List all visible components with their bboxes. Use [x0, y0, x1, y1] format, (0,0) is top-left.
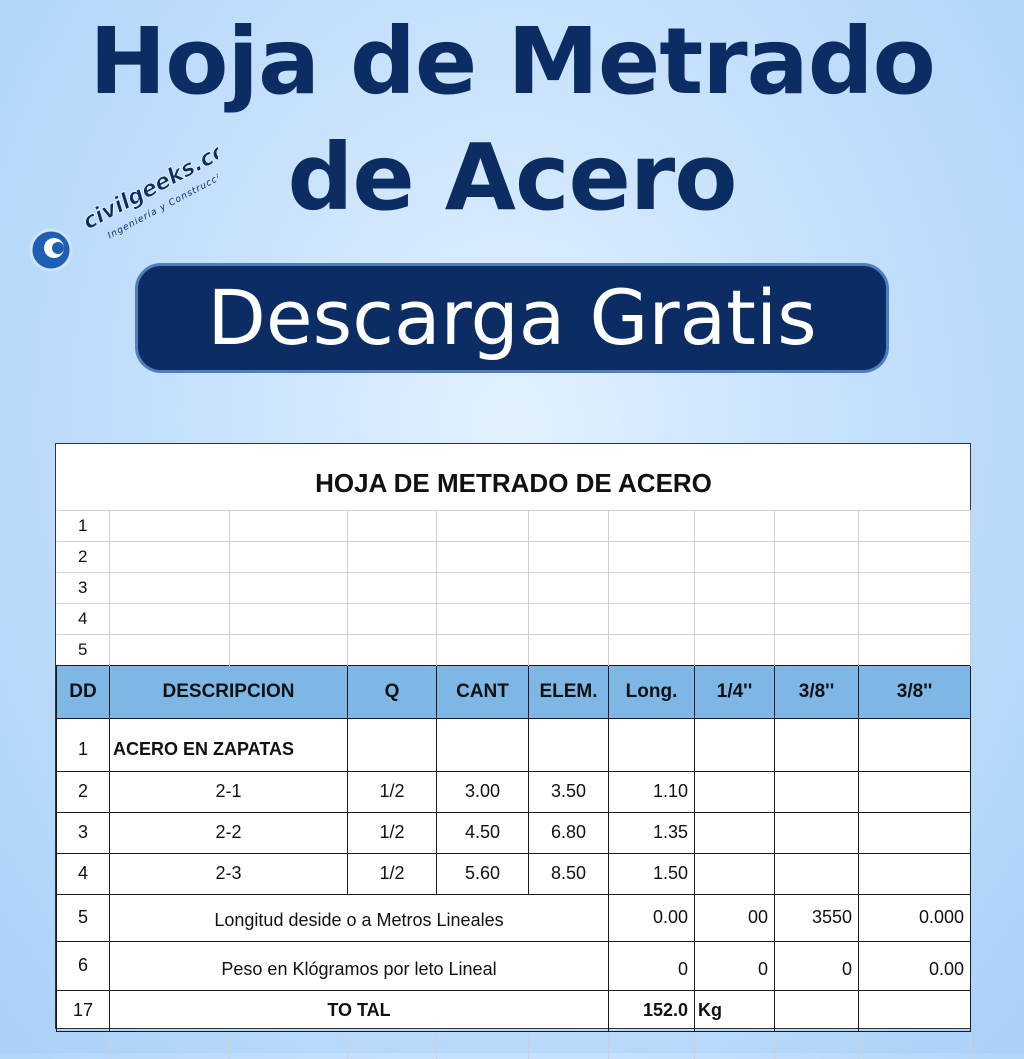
total-row — [57, 990, 971, 1031]
cell-desc: 2-1 — [110, 771, 348, 812]
page-title-line-2: de Acero — [287, 124, 737, 231]
total-label: TO TAL — [110, 990, 609, 1031]
logo-brand-text: civilgeeks.com — [78, 127, 218, 236]
spreadsheet — [55, 443, 971, 1029]
cell-dd: 17 — [57, 990, 110, 1031]
empty-row — [57, 510, 971, 541]
row-number: 5 — [57, 634, 110, 665]
cell-elem: 6.80 — [529, 812, 609, 853]
col-header-3-8-b: 3/8'' — [859, 665, 971, 718]
col-header-1-4: 1/4'' — [695, 665, 775, 718]
cell-cant: 4.50 — [437, 812, 529, 853]
empty-row — [57, 1031, 971, 1059]
col-header-q: Q — [348, 665, 437, 718]
page-title-line-1: Hoja de Metrado — [89, 8, 935, 115]
cell-long: 1.10 — [609, 771, 695, 812]
metrado-table — [56, 444, 971, 1059]
col-header-long: Long. — [609, 665, 695, 718]
col-header-descripcion: DESCRIPCION — [110, 665, 348, 718]
cell-summary-label: Peso en Klógramos por leto Lineal — [110, 941, 609, 990]
table-header-row — [57, 665, 971, 718]
download-badge-label: Descarga Gratis — [207, 273, 817, 362]
cell-dd: 4 — [57, 853, 110, 894]
cell-long: 0.00 — [609, 894, 695, 941]
row-number: 3 — [57, 572, 110, 603]
cell-long: 0 — [609, 941, 695, 990]
empty-row — [57, 634, 971, 665]
cell-3-8-a: 3550 — [775, 894, 859, 941]
table-row — [57, 812, 971, 853]
logo-tagline-text: Ingeniería y Construcción — [106, 166, 218, 242]
cell-desc: 2-2 — [110, 812, 348, 853]
cell-dd: 2 — [57, 771, 110, 812]
row-number: 4 — [57, 603, 110, 634]
summary-row — [57, 941, 971, 990]
cell-q: 1/2 — [348, 812, 437, 853]
cell-cant: 5.60 — [437, 853, 529, 894]
empty-row — [57, 541, 971, 572]
table-row — [57, 771, 971, 812]
cell-1-4: 00 — [695, 894, 775, 941]
total-unit: Kg — [695, 990, 775, 1031]
cell-cant: 3.00 — [437, 771, 529, 812]
col-header-dd: DD — [57, 665, 110, 718]
empty-row — [57, 572, 971, 603]
row-number: 1 — [57, 510, 110, 541]
empty-row — [57, 603, 971, 634]
col-header-elem: ELEM. — [529, 665, 609, 718]
cell-desc: ACERO EN ZAPATAS — [110, 718, 348, 771]
cell-dd: 5 — [57, 894, 110, 941]
cell-long: 1.50 — [609, 853, 695, 894]
download-badge[interactable] — [135, 263, 889, 373]
summary-row — [57, 894, 971, 941]
cell-3-8-b: 0.000 — [859, 894, 971, 941]
cell-elem: 8.50 — [529, 853, 609, 894]
cell-elem: 3.50 — [529, 771, 609, 812]
cell-dd: 6 — [57, 941, 110, 990]
col-header-3-8-a: 3/8'' — [775, 665, 859, 718]
cell-dd: 1 — [57, 718, 110, 771]
row-number: 2 — [57, 541, 110, 572]
cell-desc: 2-3 — [110, 853, 348, 894]
table-row — [57, 853, 971, 894]
total-value: 152.0 — [609, 990, 695, 1031]
cell-dd: 3 — [57, 812, 110, 853]
col-header-cant: CANT — [437, 665, 529, 718]
cell-summary-label: Longitud deside o a Metros Lineales — [110, 894, 609, 941]
cell-3-8-b: 0.00 — [859, 941, 971, 990]
cell-1-4: 0 — [695, 941, 775, 990]
cell-3-8-a: 0 — [775, 941, 859, 990]
cell-q: 1/2 — [348, 771, 437, 812]
table-row — [57, 718, 971, 771]
sheet-title: HOJA DE METRADO DE ACERO — [315, 468, 712, 499]
cell-long: 1.35 — [609, 812, 695, 853]
cell-q: 1/2 — [348, 853, 437, 894]
